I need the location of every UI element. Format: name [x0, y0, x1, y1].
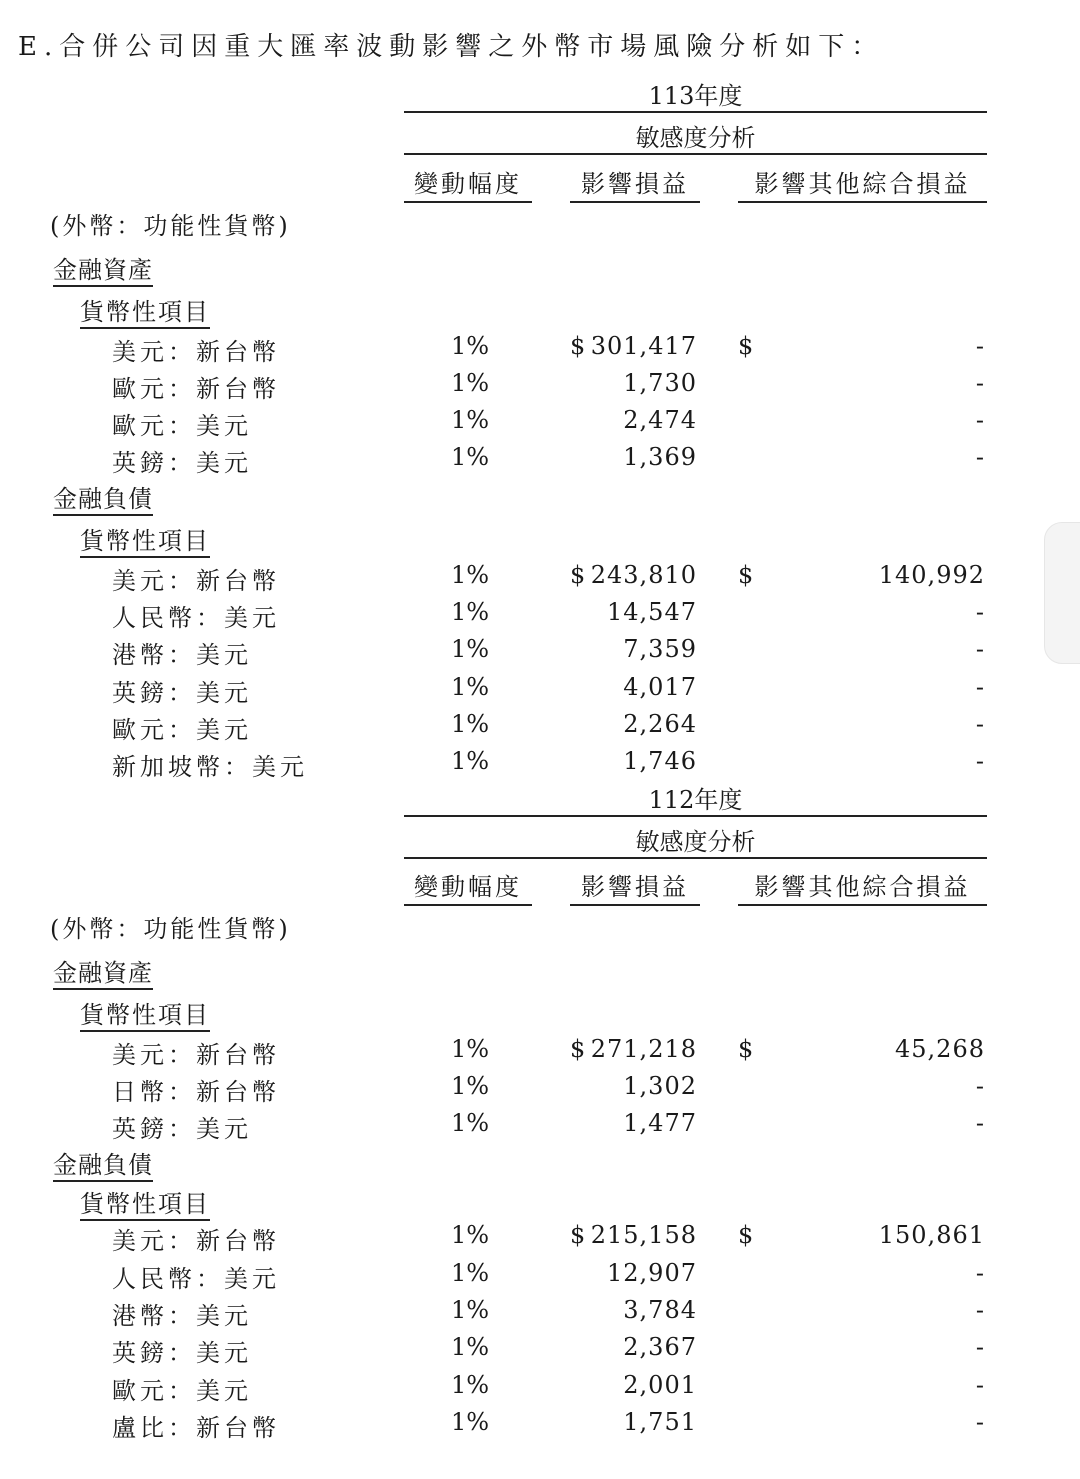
- change-rate-value: 1%: [450, 1371, 490, 1399]
- change-rate-value: 1%: [450, 1221, 490, 1249]
- currency-pair-label: 美元：新台幣: [112, 1041, 280, 1069]
- oci-dollar-sign: $: [738, 1035, 754, 1063]
- financial-liabilities-heading: 金融負債: [53, 1145, 153, 1182]
- profit-loss-value: 3,784: [623, 1296, 697, 1324]
- oci-dollar-sign: $: [738, 332, 754, 360]
- change-rate-value: 1%: [450, 332, 490, 360]
- currency-pair-label: 英鎊：美元: [112, 449, 252, 477]
- profit-loss-value: 1,751: [623, 1408, 697, 1436]
- currency-pair-label: 日幣：新台幣: [112, 1078, 280, 1106]
- year-heading: 112年度: [648, 786, 743, 814]
- change-rate-value: 1%: [450, 1072, 490, 1100]
- currency-pair-label: 美元：新台幣: [112, 567, 280, 595]
- change-rate-value: 1%: [450, 1333, 490, 1361]
- sensitivity-rule: [404, 857, 987, 859]
- change-rate-value: 1%: [450, 747, 490, 775]
- oci-value: -: [975, 598, 985, 626]
- currency-pair-label: 歐元：新台幣: [112, 375, 280, 403]
- profit-loss-value: 2,367: [623, 1333, 697, 1361]
- profit-loss-dollar-sign: $: [570, 1221, 586, 1249]
- change-rate-value: 1%: [450, 1035, 490, 1063]
- monetary-items-heading: 貨幣性項目: [80, 521, 210, 558]
- oci-value: 45,268: [895, 1035, 985, 1063]
- change-rate-value: 1%: [450, 1259, 490, 1287]
- profit-loss-value: 215,158: [590, 1221, 697, 1249]
- oci-value: -: [975, 1072, 985, 1100]
- currency-pair-label: 歐元：美元: [112, 412, 252, 440]
- financial-assets-heading: 金融資產: [53, 250, 153, 287]
- profit-loss-value: 1,477: [623, 1109, 697, 1137]
- change-rate-value: 1%: [450, 443, 490, 471]
- change-rate-value: 1%: [450, 1408, 490, 1436]
- oci-value: -: [975, 710, 985, 738]
- currency-pair-label: 美元：新台幣: [112, 1227, 280, 1255]
- sensitivity-heading: 敏感度分析: [635, 124, 756, 152]
- oci-value: -: [975, 406, 985, 434]
- sensitivity-heading: 敏感度分析: [635, 828, 756, 856]
- profit-loss-value: 12,907: [607, 1259, 697, 1287]
- profit-loss-value: 271,218: [590, 1035, 697, 1063]
- financial-assets-heading: 金融資產: [53, 953, 153, 990]
- profit-loss-value: 4,017: [623, 673, 697, 701]
- year-rule: [404, 111, 987, 113]
- oci-value: -: [975, 332, 985, 360]
- oci-value: -: [975, 635, 985, 663]
- currency-pair-label: 歐元：美元: [112, 716, 252, 744]
- profit-loss-value: 1,730: [623, 369, 697, 397]
- oci-value: -: [975, 1296, 985, 1324]
- oci-value: -: [975, 1371, 985, 1399]
- document-title: E.合併公司因重大匯率波動影響之外幣市場風險分析如下：: [18, 32, 885, 62]
- change-rate-value: 1%: [450, 1109, 490, 1137]
- profit-loss-value: 1,302: [623, 1072, 697, 1100]
- currency-pair-label: 盧比：新台幣: [112, 1414, 280, 1442]
- oci-value: 150,861: [878, 1221, 985, 1249]
- change-rate-value: 1%: [450, 369, 490, 397]
- oci-dollar-sign: $: [738, 1221, 754, 1249]
- column-header-profit-loss: 影響損益: [570, 164, 700, 203]
- financial-liabilities-heading: 金融負債: [53, 479, 153, 516]
- profit-loss-value: 1,369: [623, 443, 697, 471]
- currency-unit-note: (外幣：功能性貨幣): [50, 212, 291, 240]
- scrollbar-handle[interactable]: [1044, 522, 1080, 664]
- currency-pair-label: 人民幣：美元: [112, 1265, 280, 1293]
- monetary-items-heading: 貨幣性項目: [80, 1184, 210, 1221]
- oci-dollar-sign: $: [738, 561, 754, 589]
- profit-loss-value: 1,746: [623, 747, 697, 775]
- change-rate-value: 1%: [450, 561, 490, 589]
- year-rule: [404, 815, 987, 817]
- oci-value: -: [975, 443, 985, 471]
- currency-pair-label: 新加坡幣：美元: [112, 753, 308, 781]
- change-rate-value: 1%: [450, 673, 490, 701]
- profit-loss-value: 301,417: [590, 332, 697, 360]
- oci-value: -: [975, 673, 985, 701]
- currency-pair-label: 英鎊：美元: [112, 1115, 252, 1143]
- oci-value: -: [975, 1408, 985, 1436]
- profit-loss-value: 14,547: [607, 598, 697, 626]
- oci-value: -: [975, 1259, 985, 1287]
- change-rate-value: 1%: [450, 406, 490, 434]
- profit-loss-value: 243,810: [590, 561, 697, 589]
- currency-pair-label: 美元：新台幣: [112, 338, 280, 366]
- column-header-profit-loss: 影響損益: [570, 867, 700, 906]
- currency-pair-label: 英鎊：美元: [112, 1339, 252, 1367]
- profit-loss-value: 2,474: [623, 406, 697, 434]
- change-rate-value: 1%: [450, 710, 490, 738]
- monetary-items-heading: 貨幣性項目: [80, 292, 210, 329]
- oci-value: -: [975, 1109, 985, 1137]
- oci-value: -: [975, 747, 985, 775]
- currency-pair-label: 歐元：美元: [112, 1377, 252, 1405]
- oci-value: -: [975, 369, 985, 397]
- profit-loss-value: 2,001: [623, 1371, 697, 1399]
- currency-pair-label: 英鎊：美元: [112, 679, 252, 707]
- column-header-oci: 影響其他綜合損益: [738, 164, 987, 203]
- change-rate-value: 1%: [450, 598, 490, 626]
- change-rate-value: 1%: [450, 635, 490, 663]
- profit-loss-value: 2,264: [623, 710, 697, 738]
- monetary-items-heading: 貨幣性項目: [80, 995, 210, 1032]
- profit-loss-dollar-sign: $: [570, 561, 586, 589]
- column-header-change-rate: 變動幅度: [404, 164, 532, 203]
- oci-value: -: [975, 1333, 985, 1361]
- oci-value: 140,992: [878, 561, 985, 589]
- column-header-change-rate: 變動幅度: [404, 867, 532, 906]
- currency-unit-note: (外幣：功能性貨幣): [50, 915, 291, 943]
- profit-loss-dollar-sign: $: [570, 1035, 586, 1063]
- change-rate-value: 1%: [450, 1296, 490, 1324]
- year-heading: 113年度: [648, 82, 743, 110]
- currency-pair-label: 港幣：美元: [112, 1302, 252, 1330]
- profit-loss-dollar-sign: $: [570, 332, 586, 360]
- profit-loss-value: 7,359: [623, 635, 697, 663]
- currency-pair-label: 港幣：美元: [112, 641, 252, 669]
- currency-pair-label: 人民幣：美元: [112, 604, 280, 632]
- column-header-oci: 影響其他綜合損益: [738, 867, 987, 906]
- sensitivity-rule: [404, 153, 987, 155]
